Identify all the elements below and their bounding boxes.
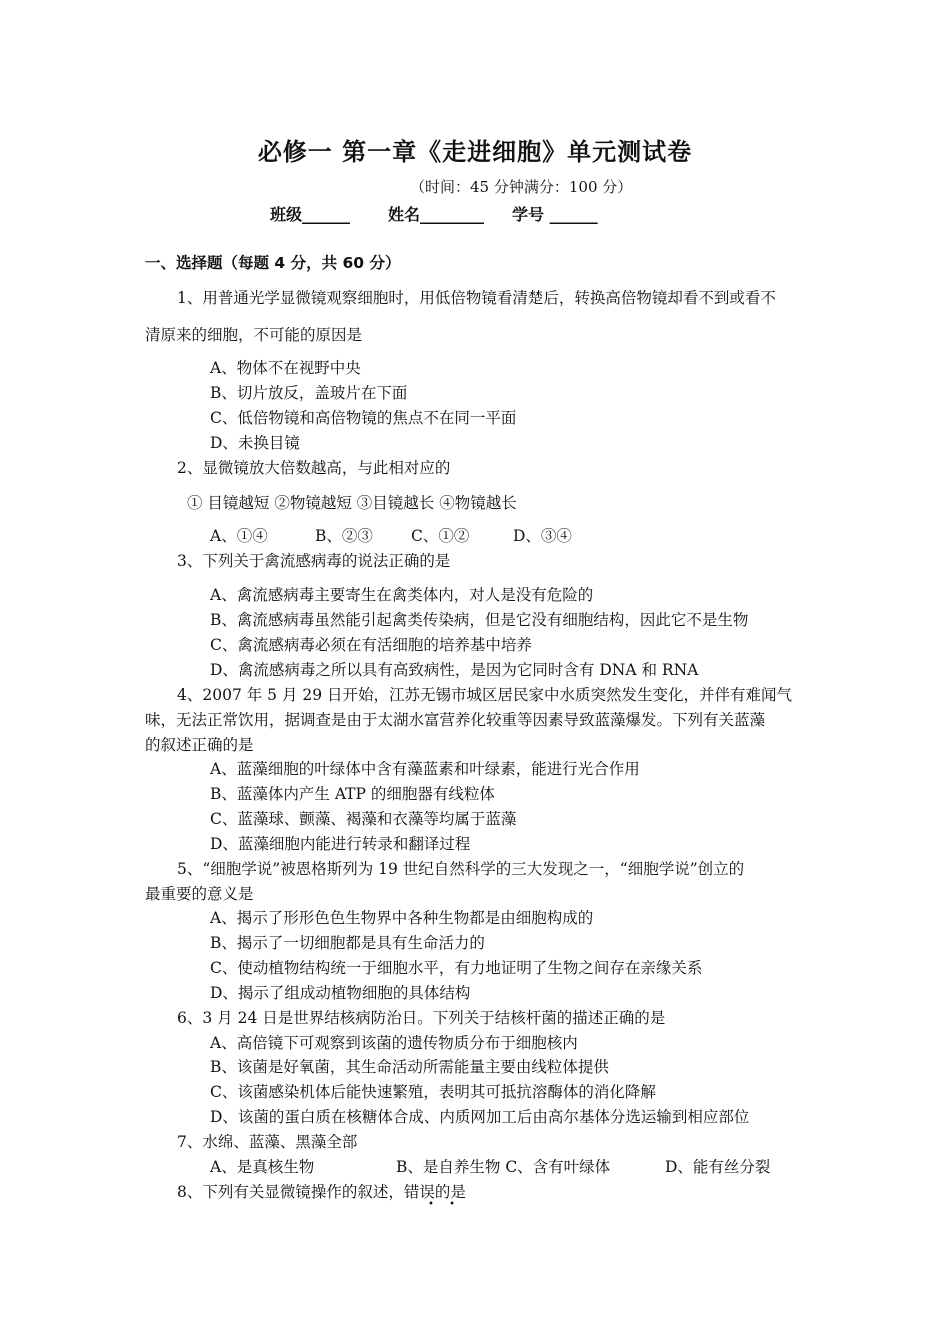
question-4-option-a: A、蓝藻细胞的叶绿体中含有藻蓝素和叶绿素，能进行光合作用 bbox=[210, 760, 640, 778]
question-5-stem-cont: 最重要的意义是 bbox=[145, 885, 254, 903]
question-2-stem: 2、显微镜放大倍数越高，与此相对应的 bbox=[177, 459, 451, 477]
question-1-option-b: B、切片放反，盖玻片在下面 bbox=[210, 384, 408, 402]
question-4-stem-cont: 味，无法正常饮用，据调查是由于太湖水富营养化较重等因素导致蓝藻爆发。下列有关蓝藻 bbox=[145, 711, 766, 729]
question-8-stem: 8、下列有关显微镜操作的叙述，错误的是 bbox=[177, 1183, 466, 1201]
question-2-option-a: A、①④ bbox=[210, 527, 268, 545]
question-5-option-a: A、揭示了形形色色生物界中各种生物都是由细胞构成的 bbox=[210, 909, 594, 927]
question-4-option-d: D、蓝藻细胞内能进行转录和翻译过程 bbox=[210, 835, 471, 853]
question-2-option-c: C、①② bbox=[411, 527, 470, 545]
question-6-option-a: A、高倍镜下可观察到该菌的遗传物质分布于细胞核内 bbox=[210, 1034, 578, 1052]
question-3-option-d: D、禽流感病毒之所以具有高致病性，是因为它同时含有 DNA 和 RNA bbox=[210, 661, 699, 679]
question-4-stem: 4、2007 年 5 月 29 日开始，江苏无锡市城区居民家中水质突然发生变化，并伴有难闻气 bbox=[177, 686, 793, 704]
question-5-option-b: B、揭示了一切细胞都是具有生命活力的 bbox=[210, 934, 485, 952]
question-1-option-a: A、物体不在视野中央 bbox=[210, 359, 361, 377]
question-1-stem-cont: 清原来的细胞，不可能的原因是 bbox=[145, 326, 363, 344]
question-6-option-b: B、该菌是好氧菌，其生命活动所需能量主要由线粒体提供 bbox=[210, 1058, 609, 1076]
question-1-option-d: D、未换目镜 bbox=[210, 434, 300, 452]
question-1-option-c: C、低倍物镜和高倍物镜的焦点不在同一平面 bbox=[210, 409, 517, 427]
question-3-option-b: B、禽流感病毒虽然能引起禽类传染病，但是它没有细胞结构，因此它不是生物 bbox=[210, 611, 749, 629]
exam-time-info: （时间：45 分钟满分：100 分） bbox=[410, 178, 633, 196]
question-6-option-c: C、该菌感染机体后能快速繁殖，表明其可抵抗溶酶体的消化降解 bbox=[210, 1083, 656, 1101]
question-7-option-d: D、能有丝分裂 bbox=[665, 1158, 771, 1176]
section-heading: 一、选择题（每题 4 分，共 60 分） bbox=[145, 254, 401, 272]
question-5-option-d: D、揭示了组成动植物细胞的具体结构 bbox=[210, 984, 471, 1002]
question-1-stem: 1、用普通光学显微镜观察细胞时，用低倍物镜看清楚后，转换高倍物镜却看不到或看不 bbox=[177, 289, 776, 307]
class-field: 班级______ bbox=[270, 205, 351, 224]
question-7-option-bc: B、是自养生物 C、含有叶绿体 bbox=[396, 1158, 611, 1176]
emphasis-dots: • • bbox=[428, 1199, 461, 1210]
student-id-field: 学号 ______ bbox=[512, 205, 598, 224]
question-5-option-c: C、使动植物结构统一于细胞水平，有力地证明了生物之间存在亲缘关系 bbox=[210, 959, 703, 977]
question-4-option-c: C、蓝藻球、颤藻、褐藻和衣藻等均属于蓝藻 bbox=[210, 810, 517, 828]
name-field: 姓名________ bbox=[388, 205, 485, 224]
question-7-stem: 7、水绵、蓝藻、黑藻全部 bbox=[177, 1133, 358, 1151]
question-4-stem-cont: 的叙述正确的是 bbox=[145, 736, 254, 754]
question-2-items: ① 目镜越短 ②物镜越短 ③目镜越长 ④物镜越长 bbox=[187, 494, 517, 512]
question-3-option-c: C、禽流感病毒必须在有活细胞的培养基中培养 bbox=[210, 636, 532, 654]
question-6-stem: 6、3 月 24 日是世界结核病防治日。下列关于结核杆菌的描述正确的是 bbox=[177, 1009, 666, 1027]
question-2-option-b: B、②③ bbox=[315, 527, 373, 545]
page-title: 必修一 第一章《走进细胞》单元测试卷 bbox=[257, 138, 693, 166]
question-5-stem: 5、“细胞学说”被恩格斯列为 19 世纪自然科学的三大发现之一，“细胞学说”创立的 bbox=[177, 860, 745, 878]
question-3-stem: 3、下列关于禽流感病毒的说法正确的是 bbox=[177, 552, 451, 570]
question-3-option-a: A、禽流感病毒主要寄生在禽类体内，对人是没有危险的 bbox=[210, 586, 594, 604]
question-6-option-d: D、该菌的蛋白质在核糖体合成、内质网加工后由高尔基体分选运输到相应部位 bbox=[210, 1108, 750, 1126]
question-4-option-b: B、蓝藻体内产生 ATP 的细胞器有线粒体 bbox=[210, 785, 495, 803]
question-7-option-a: A、是真核生物 bbox=[210, 1158, 315, 1176]
question-2-option-d: D、③④ bbox=[513, 527, 572, 545]
